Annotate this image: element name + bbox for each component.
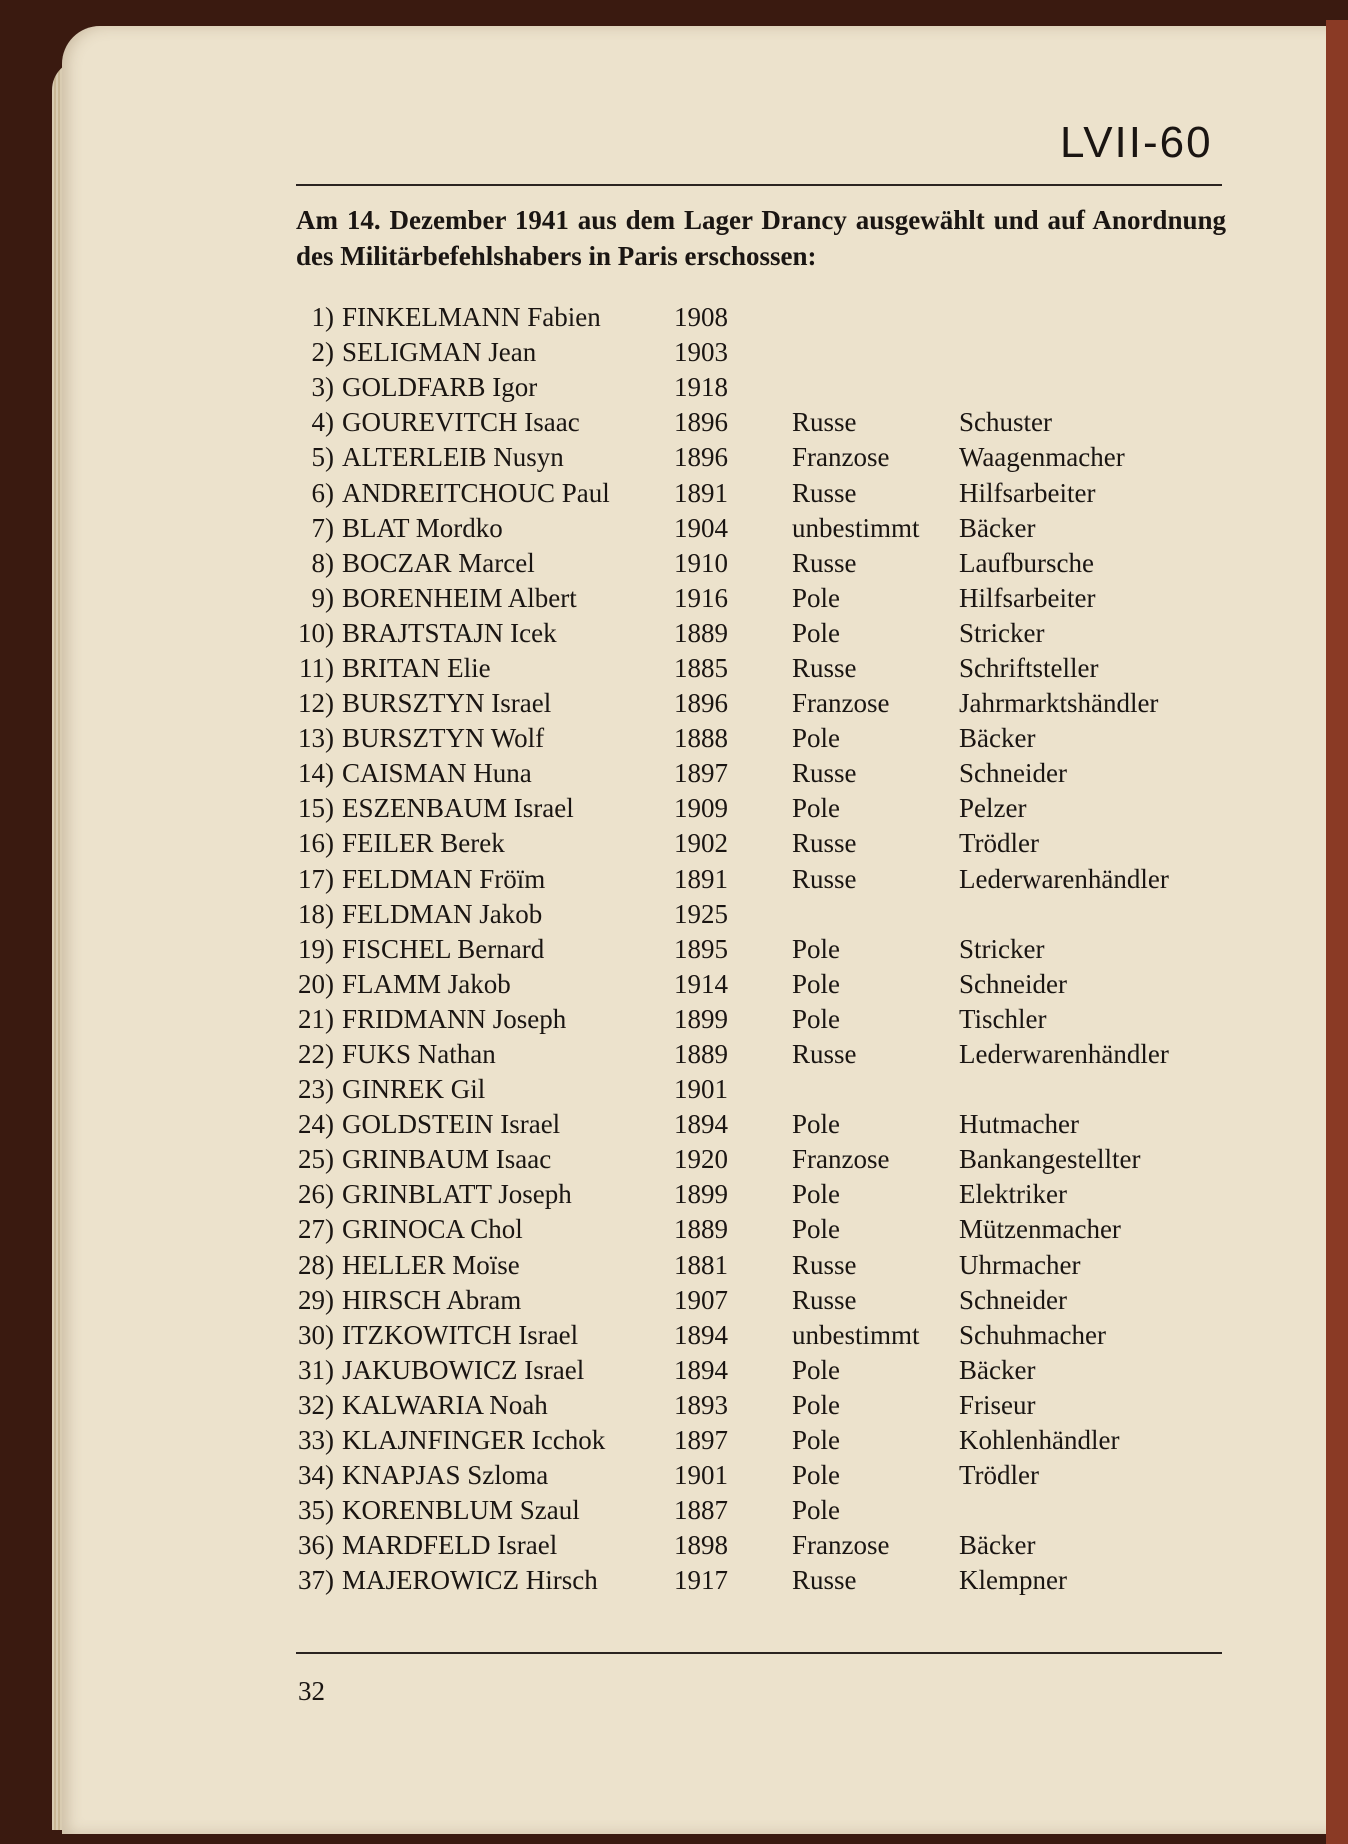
entry-number: 17) [298,863,334,894]
entry-year: 1901 [674,1460,728,1491]
entry-occupation: Elektriker [959,1179,1067,1210]
entry-nationality: Franzose [792,442,890,473]
entry-occupation: Schneider [959,1284,1067,1315]
entry-number: 9) [311,582,334,613]
list-item [286,967,1226,1002]
list-item [286,1458,1226,1493]
entry-number: 30) [298,1319,334,1350]
entry-occupation: Waagenmacher [959,442,1125,473]
entry-year: 1896 [674,688,728,719]
entry-occupation: Hilfsarbeiter [959,582,1096,613]
entry-year: 1899 [674,1179,728,1210]
binding-edge [1326,20,1348,1844]
entry-year: 1897 [674,758,728,789]
list-item [286,1142,1226,1177]
entry-occupation: Kohlenhändler [959,1425,1120,1456]
entry-name: MARDFELD Israel [342,1530,558,1561]
entry-occupation: Schuhmacher [959,1319,1106,1350]
entry-name: FRIDMANN Joseph [342,1003,567,1034]
entry-nationality: Franzose [792,1530,890,1561]
entry-nationality: Pole [792,1425,841,1456]
entry-name: FLAMM Jakob [342,968,511,999]
entry-year: 1885 [674,652,728,683]
list-item [286,1318,1226,1353]
entry-year: 1894 [674,1319,728,1350]
entry-occupation: Jahrmarktshändler [959,688,1159,719]
entry-nationality: Russe [792,1565,857,1596]
list-item [286,721,1226,756]
entry-occupation: Trödler [959,828,1040,859]
entry-number: 15) [298,793,334,824]
entry-year: 1901 [674,1074,728,1105]
entry-occupation: Bäcker [959,1530,1036,1561]
list-item [286,686,1226,721]
entry-nationality: Pole [792,1109,841,1140]
entry-occupation: Stricker [959,933,1045,964]
top-rule [296,184,1222,186]
list-item [286,1107,1226,1142]
list-item [286,1283,1226,1318]
entry-number: 27) [298,1214,334,1245]
entry-number: 4) [311,407,334,438]
entry-occupation: Laufbursche [959,547,1094,578]
entry-nationality: Russe [792,477,857,508]
entry-nationality: Franzose [792,1144,890,1175]
entry-year: 1908 [674,302,728,333]
entry-nationality: Pole [792,968,841,999]
entry-year: 1898 [674,1530,728,1561]
entry-nationality: Russe [792,547,857,578]
entry-occupation: Pelzer [959,793,1027,824]
entry-year: 1907 [674,1284,728,1315]
entry-occupation: Bankangestellter [959,1144,1141,1175]
list-item [286,370,1226,405]
entry-occupation: Bäcker [959,723,1036,754]
entry-number: 24) [298,1109,334,1140]
entry-number: 32) [298,1389,334,1420]
entry-year: 1889 [674,1039,728,1070]
entry-occupation: Schuster [959,407,1052,438]
entry-name: FELDMAN Jakob [342,898,543,929]
entry-name: ESZENBAUM Israel [342,793,574,824]
entry-year: 1902 [674,828,728,859]
entry-year: 1889 [674,1214,728,1245]
entry-nationality: Pole [792,1214,841,1245]
list-item [286,1002,1226,1037]
entry-year: 1888 [674,723,728,754]
list-item [286,1037,1226,1072]
list-item [286,1388,1226,1423]
entry-occupation: Lederwarenhändler [959,863,1169,894]
list-item [286,862,1226,897]
entry-occupation: Bäcker [959,1354,1036,1385]
entry-nationality: Franzose [792,688,890,719]
entry-number: 31) [298,1354,334,1385]
entry-nationality: Russe [792,1249,857,1280]
entry-name: GOUREVITCH Isaac [342,407,580,438]
entry-number: 1) [311,302,334,333]
entry-name: BURSZTYN Wolf [342,723,545,754]
entry-number: 21) [298,1003,334,1034]
entry-name: HIRSCH Abram [342,1284,522,1315]
entry-nationality: Pole [792,617,841,648]
entry-year: 1904 [674,512,728,543]
entry-number: 29) [298,1284,334,1315]
entry-occupation: Trödler [959,1460,1040,1491]
entry-number: 25) [298,1144,334,1175]
entry-nationality: Pole [792,933,841,964]
list-item [286,300,1226,335]
entry-nationality: Russe [792,828,857,859]
entry-number: 6) [311,477,334,508]
entry-year: 1899 [674,1003,728,1034]
list-item [286,1493,1226,1528]
entry-number: 16) [298,828,334,859]
entry-name: HELLER Moïse [342,1249,520,1280]
entry-nationality: Russe [792,1284,857,1315]
list-heading: Am 14. Dezember 1941 aus dem Lager Drancy ausgewählt und auf Anordnung des Militärbefehlshabers in Paris erschossen: [296,205,1226,271]
entry-name: FISCHEL Bernard [342,933,545,964]
entry-nationality: Pole [792,1003,841,1034]
entry-nationality: Russe [792,758,857,789]
entry-occupation: Lederwarenhändler [959,1039,1169,1070]
entry-name: JAKUBOWICZ Israel [342,1354,585,1385]
list-item [286,826,1226,861]
entry-number: 18) [298,898,334,929]
entry-occupation: Hilfsarbeiter [959,477,1096,508]
entry-name: BRITAN Elie [342,652,491,683]
entry-year: 1891 [674,863,728,894]
entry-number: 23) [298,1074,334,1105]
entry-name: BRAJTSTAJN Icek [342,617,557,648]
entry-year: 1903 [674,337,728,368]
entry-name: GINREK Gil [342,1074,486,1105]
entry-occupation: Friseur [959,1389,1036,1420]
list-item [286,1072,1226,1107]
entry-name: GRINOCA Chol [342,1214,523,1245]
entry-name: FUKS Nathan [342,1039,496,1070]
list-item [286,651,1226,686]
entry-name: GOLDFARB Igor [342,372,538,403]
entry-occupation: Schneider [959,758,1067,789]
entry-number: 35) [298,1495,334,1526]
victims-list [286,300,1226,1598]
entry-nationality: Pole [792,582,841,613]
entry-number: 13) [298,723,334,754]
entry-number: 10) [298,617,334,648]
entry-number: 8) [311,547,334,578]
entry-number: 12) [298,688,334,719]
list-item [286,897,1226,932]
document-id: LVII-60 [1060,118,1213,167]
entry-name: ALTERLEIB Nusyn [342,442,564,473]
entry-number: 20) [298,968,334,999]
page-number: 32 [298,1676,325,1706]
entry-name: KALWARIA Noah [342,1389,548,1420]
entry-nationality: Pole [792,723,841,754]
entry-name: ANDREITCHOUC Paul [342,477,610,508]
entry-number: 34) [298,1460,334,1491]
entry-nationality: unbestimmt [792,512,920,543]
entry-occupation: Schriftsteller [959,652,1099,683]
list-item [286,581,1226,616]
entry-name: FEILER Berek [342,828,505,859]
entry-year: 1920 [674,1144,728,1175]
entry-year: 1896 [674,407,728,438]
entry-year: 1914 [674,968,728,999]
entry-name: KLAJNFINGER Icchok [342,1425,606,1456]
list-item [286,546,1226,581]
entry-number: 14) [298,758,334,789]
list-item [286,1212,1226,1247]
list-item [286,756,1226,791]
entry-number: 37) [298,1565,334,1596]
entry-number: 22) [298,1039,334,1070]
entry-nationality: unbestimmt [792,1319,920,1350]
list-item [286,335,1226,370]
entry-number: 5) [311,442,334,473]
entry-occupation: Schneider [959,968,1067,999]
entry-nationality: Russe [792,407,857,438]
list-item [286,1423,1226,1458]
entry-name: KNAPJAS Szloma [342,1460,549,1491]
entry-nationality: Russe [792,652,857,683]
entry-number: 3) [311,372,334,403]
entry-year: 1918 [674,372,728,403]
entry-occupation: Stricker [959,617,1045,648]
entry-year: 1887 [674,1495,728,1526]
entry-name: KORENBLUM Szaul [342,1495,580,1526]
bottom-rule [296,1652,1222,1654]
entry-year: 1881 [674,1249,728,1280]
entry-year: 1896 [674,442,728,473]
entry-number: 36) [298,1530,334,1561]
entry-occupation: Hutmacher [959,1109,1079,1140]
entry-occupation: Bäcker [959,512,1036,543]
entry-name: GRINBLATT Joseph [342,1179,572,1210]
entry-nationality: Pole [792,1389,841,1420]
entry-occupation: Tischler [959,1003,1047,1034]
entry-year: 1925 [674,898,728,929]
entry-number: 2) [311,337,334,368]
entry-name: FINKELMANN Fabien [342,302,601,333]
entry-name: GOLDSTEIN Israel [342,1109,561,1140]
entry-name: CAISMAN Huna [342,758,532,789]
entry-name: SELIGMAN Jean [342,337,537,368]
entry-year: 1909 [674,793,728,824]
entry-number: 19) [298,933,334,964]
list-item [286,440,1226,475]
entry-number: 33) [298,1425,334,1456]
entry-name: MAJEROWICZ Hirsch [342,1565,598,1596]
entry-name: FELDMAN Fröïm [342,863,546,894]
entry-occupation: Mützenmacher [959,1214,1121,1245]
entry-nationality: Pole [792,1179,841,1210]
entry-year: 1910 [674,547,728,578]
entry-nationality: Pole [792,1354,841,1385]
entry-number: 26) [298,1179,334,1210]
list-item [286,1528,1226,1563]
entry-year: 1916 [674,582,728,613]
entry-year: 1897 [674,1425,728,1456]
entry-occupation: Klempner [959,1565,1067,1596]
entry-number: 11) [299,652,334,683]
list-item [286,405,1226,440]
entry-name: GRINBAUM Isaac [342,1144,552,1175]
entry-occupation: Uhrmacher [959,1249,1081,1280]
entry-nationality: Pole [792,1460,841,1491]
entry-name: ITZKOWITCH Israel [342,1319,579,1350]
entry-nationality: Pole [792,793,841,824]
entry-name: BOCZAR Marcel [342,547,535,578]
entry-name: BLAT Mordko [342,512,503,543]
list-item [286,1177,1226,1212]
entry-name: BURSZTYN Israel [342,688,552,719]
list-item [286,616,1226,651]
list-item [286,1353,1226,1388]
entry-year: 1894 [674,1109,728,1140]
list-item [286,511,1226,546]
list-item [286,1563,1226,1598]
list-item [286,1248,1226,1283]
entry-year: 1893 [674,1389,728,1420]
entry-year: 1917 [674,1565,728,1596]
entry-year: 1895 [674,933,728,964]
entry-nationality: Russe [792,863,857,894]
list-item [286,932,1226,967]
entry-year: 1894 [674,1354,728,1385]
entry-year: 1891 [674,477,728,508]
entry-year: 1889 [674,617,728,648]
entry-number: 7) [311,512,334,543]
list-item [286,791,1226,826]
entry-nationality: Russe [792,1039,857,1070]
entry-name: BORENHEIM Albert [342,582,577,613]
list-item [286,475,1226,510]
entry-nationality: Pole [792,1495,841,1526]
entry-number: 28) [298,1249,334,1280]
